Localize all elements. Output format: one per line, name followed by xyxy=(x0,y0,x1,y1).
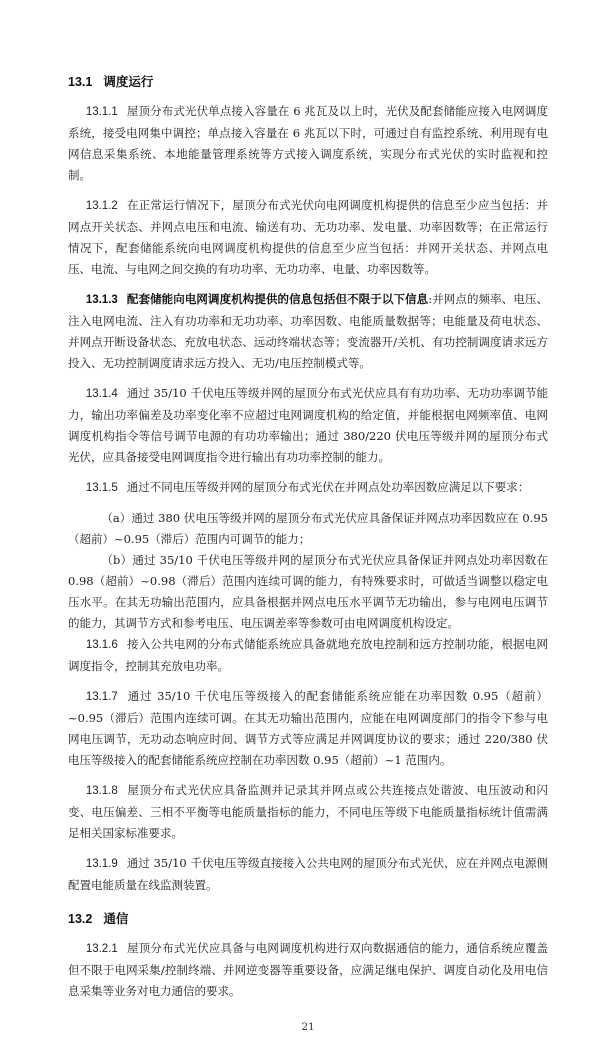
subclause-a xyxy=(68,508,548,550)
clause-13-1-5 xyxy=(68,477,548,499)
subclause-text: （a）通过 380 伏电压等级并网的屋顶分布式光伏应具备保证并网点功率因数应在 0.95（超前）~0.95（滞后）范围内可调节的能力； xyxy=(68,511,548,546)
clause-13-1-6 xyxy=(68,634,548,677)
clause-13-1-2 xyxy=(68,195,548,280)
clause-13-2-1 xyxy=(68,938,548,1002)
clause-text: 屋顶分布式光伏单点接入容量在 6 兆瓦及以上时，光伏及配套储能应接入电网调度系统，接受电网集中调控；单点接入容量在 6 兆瓦以下时，可通过自有监控系统、利用现有电网信息采集系统、本地能量管理系统等方式接入调度系统，实现分布式光伏的实时监视和控制。 xyxy=(68,104,548,182)
section-heading-13-1 xyxy=(68,72,548,92)
clause-text: :并网点的频率、电压、注入电网电流、注入有功功率和无功功率、功率因数、电能质量数据等；电能量及荷电状态、并网点开断设备状态、充放电状态、远动终端状态等；变流器开/关机、有功控制调度请求远方投入、无功控制调度请求远方投入、无功/电压控制模式等。 xyxy=(68,292,549,370)
clause-number: 13.1.2 xyxy=(85,200,118,212)
clause-number: 13.1.8 xyxy=(85,785,118,797)
section-heading-13-2 xyxy=(68,909,548,929)
clause-13-1-1 xyxy=(68,101,548,186)
clause-text: 屋顶分布式光伏应具备与电网调度机构进行双向数据通信的能力，通信系统应覆盖但不限于电网采集/控制终端、并网逆变器等重要设备，应满足继电保护、调度自动化及用电信息采集等业务对电力通信的要求。 xyxy=(68,941,548,998)
clause-13-1-9 xyxy=(68,853,548,896)
clause-number: 13.1.1 xyxy=(85,106,118,118)
clause-number: 13.2.1 xyxy=(85,943,118,955)
clause-number: 13.1.5 xyxy=(85,482,118,494)
clause-number: 13.1.4 xyxy=(85,388,118,400)
section-title: 通信 xyxy=(103,912,129,926)
clause-number: 13.1.3 xyxy=(85,294,118,306)
clause-text: 在正常运行情况下，屋顶分布式光伏向电网调度机构提供的信息至少应当包括：并网点开关状态、并网点电压和电流、输送有功、无功功率、发电量、功率因数等；在正常运行情况下，配套储能系统向电网调度机构提供的信息至少应当包括：并网开关状态、并网点电压、电流、与电网之间交换的有功功率、无功功率、电量、功率因数等。 xyxy=(68,198,548,276)
section-number: 13.2 xyxy=(68,912,93,926)
clause-13-1-4 xyxy=(68,383,548,468)
clause-text: 接入公共电网的分布式储能系统应具备就地充放电控制和远方控制功能，根据电网调度指令，控制其充放电功率。 xyxy=(68,637,548,673)
clause-13-1-8 xyxy=(68,780,548,844)
clause-text: 通过 35/10 千伏电压等级并网的屋顶分布式光伏应具有有功功率、无功功率调节能力，输出功率偏差及功率变化率不应超过电网调度机构的给定值，并能根据电网频率值、电网调度机构指令等信号调节电源的有功功率输出；通过 380/220 伏电压等级并网的屋顶分布式光伏，应具备接受电网调度指令进行输出有功功率控制的能力。 xyxy=(68,386,548,464)
section-number: 13.1 xyxy=(68,75,93,89)
clause-text: 通过 35/10 千伏电压等级接入的配套储能系统应能在功率因数 0.95（超前）~0.95（滞后）范围内连续可调。在其无功输出范围内，应能在电网调度部门的指令下参与电网电压调节，无功动态响应时间、调节方式等应满足并网调度协议的要求；通过 220/380 伏电压等级接入的配套储能系统应控制在功率因数 0.95（超前）~1 范围内。 xyxy=(68,689,548,767)
clause-13-1-3 xyxy=(68,289,548,374)
clause-bold-lead: 配套储能向电网调度机构提供的信息包括但不限于以下信息 xyxy=(126,292,429,306)
subclause-text: （b）通过 35/10 千伏电压等级并网的屋顶分布式光伏应具备保证并网点处功率因数在 0.98（超前）~0.98（滞后）范围内连续可调的能力，有特殊要求时，可做适当调整以稳定电压水平。在其无功输出范围内，应具备根据并网点电压水平调节无功输出，参与电网电压调节的能力，其调节方式和参考电压、电压调差率等参数可由电网调度机构设定。 xyxy=(68,553,548,630)
clause-number: 13.1.7 xyxy=(85,691,118,703)
clause-13-1-7 xyxy=(68,686,548,771)
clause-text: 屋顶分布式光伏应具备监测并记录其并网点或公共连接点处谐波、电压波动和闪变、电压偏差、三相不平衡等电能质量指标的能力，不同电压等级下电能质量指标统计值需满足相关国家标准要求。 xyxy=(68,783,548,840)
section-title: 调度运行 xyxy=(103,75,154,89)
clause-text: 通过不同电压等级并网的屋顶分布式光伏在并网点处功率因数应满足以下要求： xyxy=(126,480,530,494)
clause-number: 13.1.9 xyxy=(85,858,118,870)
page-number: 21 xyxy=(301,1021,315,1033)
clause-number: 13.1.6 xyxy=(85,639,118,651)
subclause-b xyxy=(68,550,548,634)
clause-text: 通过 35/10 千伏电压等级直接接入公共电网的屋顶分布式光伏，应在并网点电源侧配置电能质量在线监测装置。 xyxy=(68,856,548,892)
